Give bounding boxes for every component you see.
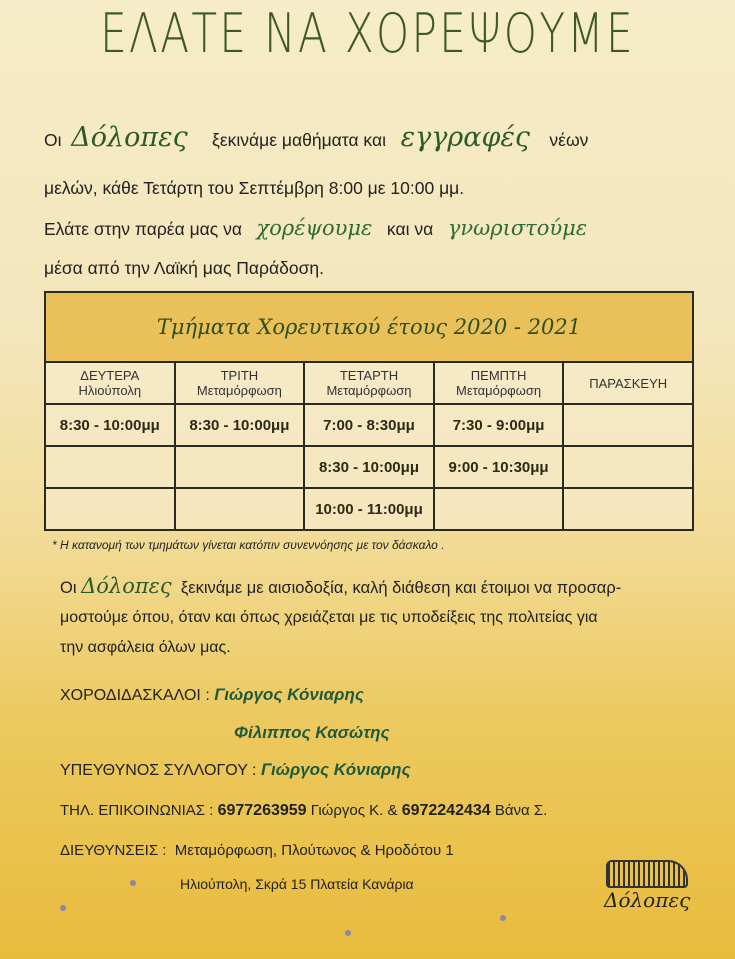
intro-line-3: [44, 216, 694, 240]
teacher-name: Γιώργος Κόνιαρης: [214, 685, 364, 704]
cell: [45, 488, 175, 530]
cell: [563, 404, 693, 446]
building-icon: [606, 860, 688, 888]
label: ΧΟΡΟΔΙΔΑΣΚΑΛΟΙ :: [60, 687, 210, 704]
table-title: Τμήματα Χορευτικού έτους 2020 - 2021: [45, 292, 693, 362]
flower-decoration: [60, 905, 66, 911]
table-row: [45, 404, 693, 446]
safety-line-1: [60, 574, 621, 598]
club-name: Δόλοπες: [71, 122, 188, 153]
table-row: [45, 488, 693, 530]
cell: [45, 446, 175, 488]
teachers: [60, 685, 364, 705]
addresses: [60, 842, 454, 859]
place: Ηλιούπολη: [78, 383, 142, 398]
highlight-word: χορέψουμε: [256, 216, 373, 240]
phones: [60, 802, 547, 820]
address: Ηλιούπολη, Σκρά 15 Πλατεία Κανάρια: [180, 876, 414, 892]
cell: 8:30 - 10:00μμ: [45, 404, 175, 446]
text: Ελάτε στην παρέα μας να: [44, 219, 242, 239]
highlight-word: εγγραφές: [400, 122, 530, 153]
text: ξεκινάμε με αισιοδοξία, καλή διάθεση και έτοιμοι να προσαρ-: [180, 579, 622, 597]
cell: [563, 488, 693, 530]
table-header-row: [45, 362, 693, 404]
teacher-2: [234, 723, 390, 743]
day: ΠΕΜΠΤΗ: [470, 368, 527, 383]
cell: 8:30 - 10:00μμ: [304, 446, 434, 488]
safety-line-3: την ασφάλεια όλων μας.: [60, 639, 231, 656]
text: και να: [386, 219, 434, 239]
cell: [175, 446, 305, 488]
note: * Η κατανομή των τμημάτων γίνεται κατόπιν συνεννόησης με τον δάσκαλο .: [52, 538, 445, 552]
cell: 8:30 - 10:00μμ: [175, 404, 305, 446]
schedule-table: [44, 291, 694, 531]
intro-line-4: μέσα από την Λαϊκή μας Παράδοση.: [44, 258, 324, 278]
text: ξεκινάμε μαθήματα και: [212, 130, 386, 150]
text: Βάνα Σ.: [494, 802, 548, 819]
day: ΤΕΤΑΡΤΗ: [339, 368, 399, 383]
intro-line-1: [44, 122, 694, 153]
phone: 6977263959: [217, 802, 307, 819]
intro-line-2: μελών, κάθε Τετάρτη του Σεπτέμβρη 8:00 με 10:00 μμ.: [44, 178, 465, 198]
cell: [563, 446, 693, 488]
day: ΠΑΡΑΣΚΕΥΗ: [589, 375, 668, 391]
cell: 7:00 - 8:30μμ: [304, 404, 434, 446]
cell: [175, 488, 305, 530]
club-name: Δόλοπες: [81, 574, 172, 598]
phone: 6972242434: [401, 802, 491, 819]
place: Μεταμόρφωση: [456, 383, 542, 398]
flower-decoration: [500, 915, 506, 921]
highlight-word: γνωριστούμε: [447, 216, 588, 240]
text: Οι: [44, 130, 62, 150]
club-head: [60, 760, 411, 780]
place: Μεταμόρφωση: [326, 383, 412, 398]
text: Γιώργος Κ. &: [310, 802, 398, 819]
day: ΔΕΥΤΕΡΑ: [80, 368, 140, 383]
label: ΔΙΕΥΘΥΝΣΕΙΣ :: [60, 842, 167, 859]
safety-line-2: μοστούμε όπου, όταν και όπως χρειάζεται με τις υποδείξεις της πολιτείας για: [60, 609, 598, 626]
label: ΤΗΛ. ΕΠΙΚΟΙΝΩΝΙΑΣ :: [60, 802, 214, 819]
address: Μεταμόρφωση, Πλούτωνος & Ηροδότου 1: [174, 842, 454, 859]
cell: 9:00 - 10:30μμ: [434, 446, 564, 488]
text: νέων: [549, 130, 589, 150]
place: Μεταμόρφωση: [196, 383, 282, 398]
cell: [434, 488, 564, 530]
label: ΥΠΕΥΘΥΝΟΣ ΣΥΛΛΟΓΟΥ :: [60, 762, 257, 779]
head-name: Γιώργος Κόνιαρης: [260, 760, 411, 779]
poster-title: ΕΛΑΤΕ ΝΑ ΧΟΡΕΨΟΥΜΕ: [100, 2, 635, 65]
club-logo: Δόλοπες: [582, 828, 706, 946]
day: ΤΡΙΤΗ: [220, 368, 259, 383]
cell: 10:00 - 11:00μμ: [304, 488, 434, 530]
cell: 7:30 - 9:00μμ: [434, 404, 564, 446]
text: Οι: [60, 579, 77, 597]
flower-decoration: [130, 880, 136, 886]
flower-decoration: [345, 930, 351, 936]
table-row: [45, 446, 693, 488]
teacher-name: Φίλιππος Κασώτης: [234, 723, 390, 742]
